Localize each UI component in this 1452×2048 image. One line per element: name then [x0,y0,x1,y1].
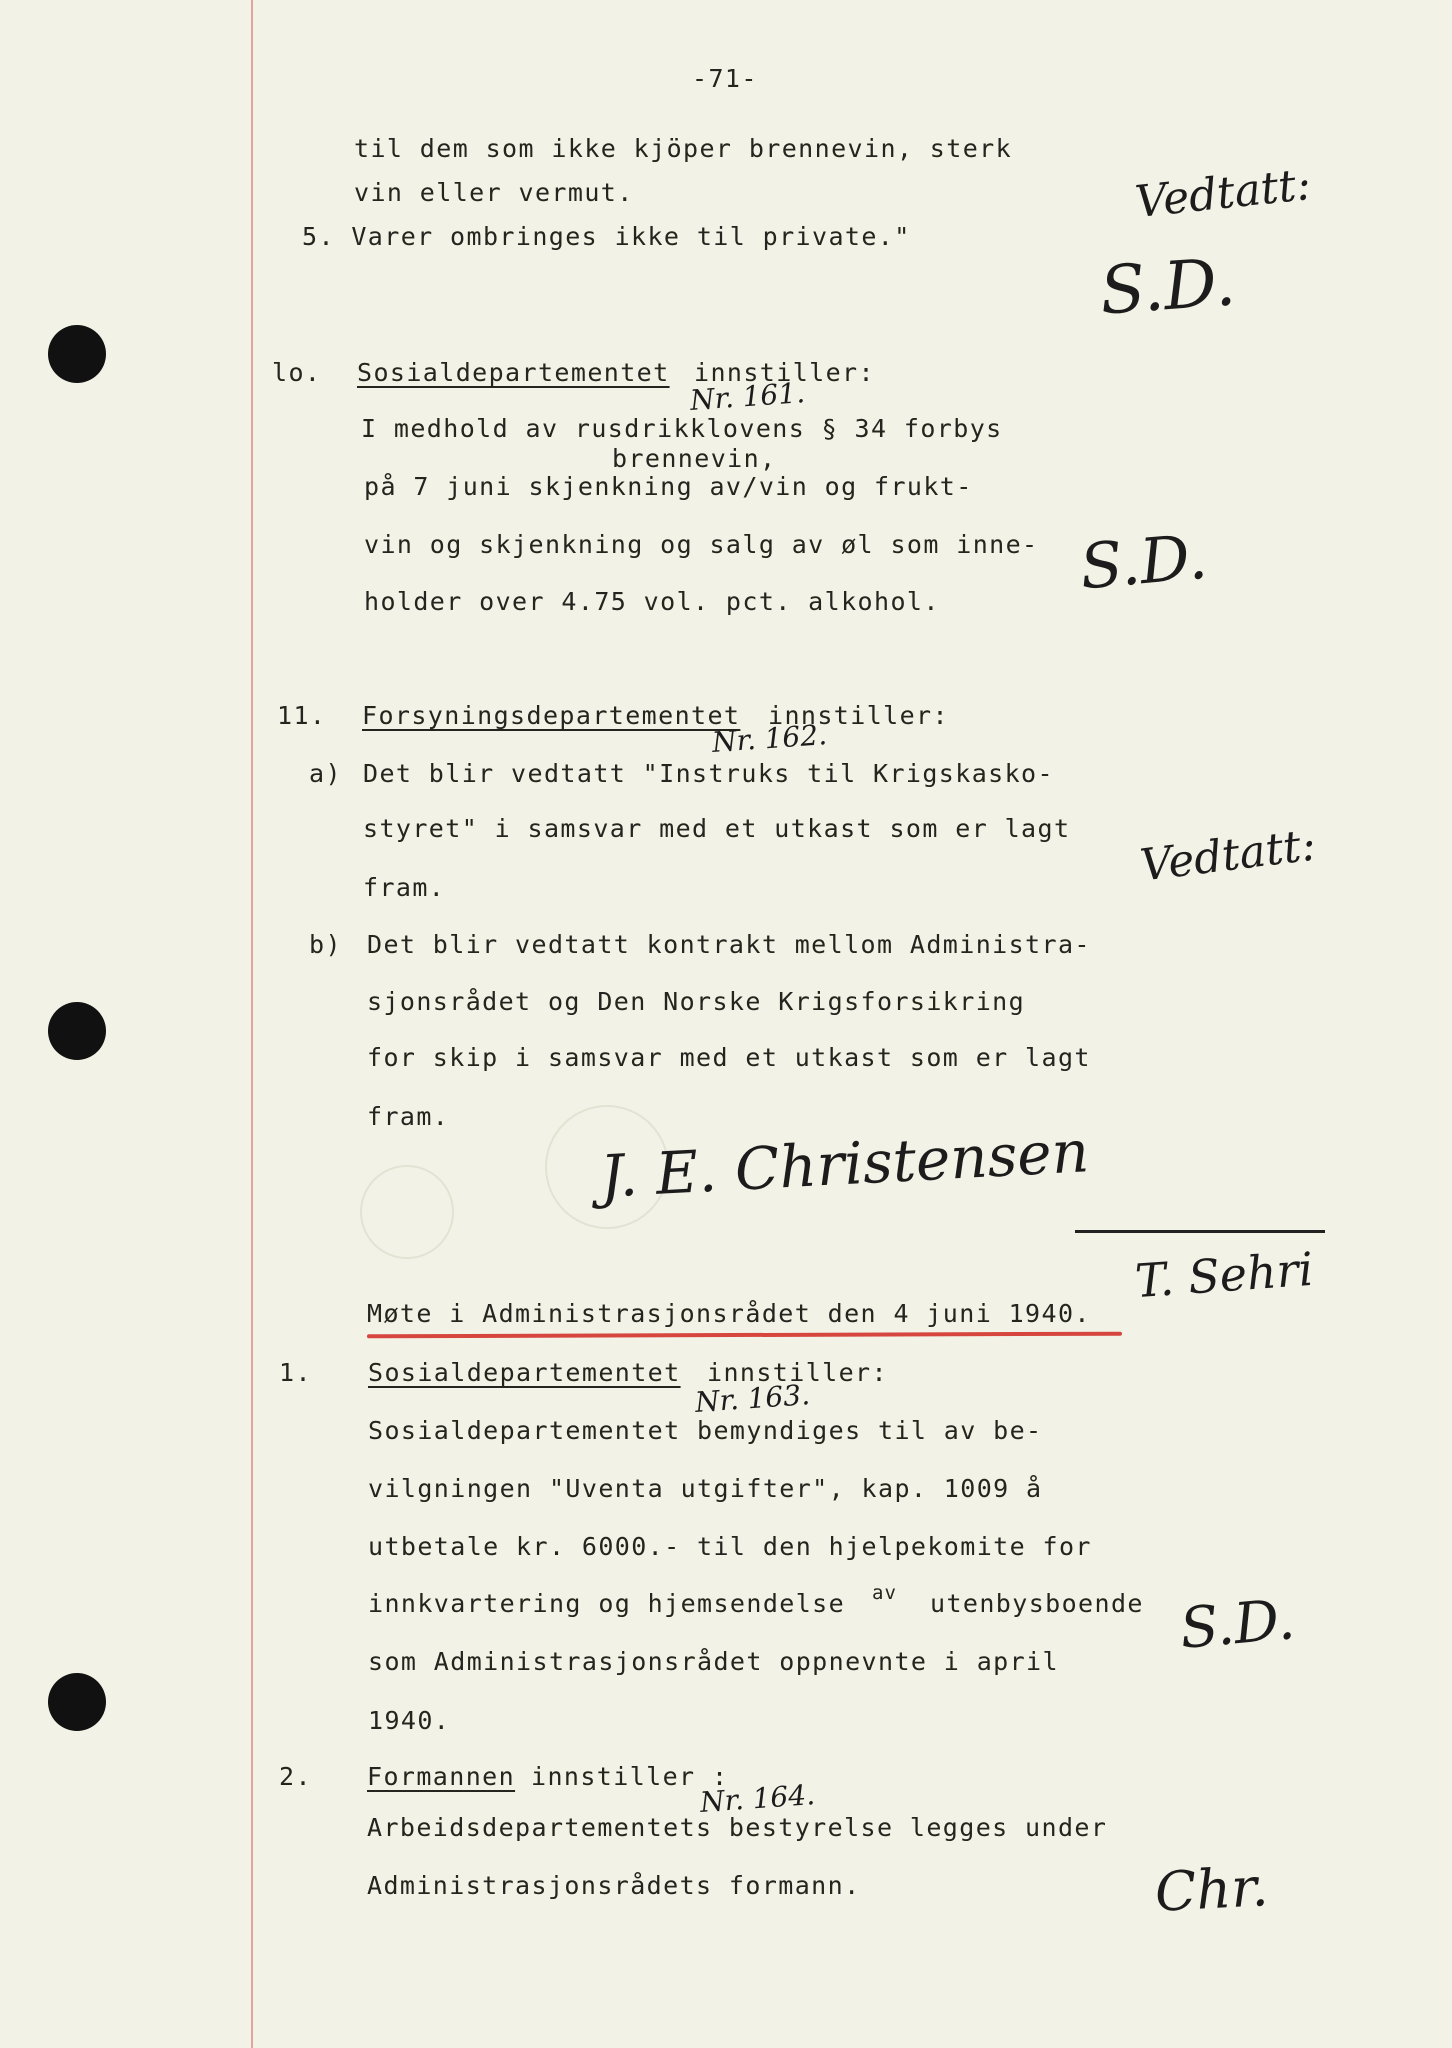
text-line: som Administrasjonsrådet oppnevnte i april [368,1647,1059,1676]
text-line: utenbysboende [930,1589,1144,1618]
text-line: Arbeidsdepartementets bestyrelse legges under [367,1813,1108,1842]
text-line: 1940. [368,1706,451,1735]
text-line: styret" i samsvar med et utkast som er lagt [363,814,1071,843]
text-line: Sosialdepartementet bemyndiges til av be- [368,1416,1043,1445]
faint-stamp [360,1165,454,1259]
handwritten-initials: Chr. [1153,1855,1270,1924]
text-line: fram. [363,873,446,902]
text-insertion: av [872,1582,897,1604]
text-line: 5. Varer ombringes ikke til private." [302,222,911,251]
text-line: innstiller: [694,358,875,387]
text-line: Det blir vedtatt kontrakt mellom Administra- [367,930,1091,959]
margin-line [251,0,253,2048]
text-line: Det blir vedtatt "Instruks til Krigskasko- [363,759,1054,788]
handwritten-initials: S.D. [1077,519,1211,604]
text-line: vin og skjenkning og salg av øl som inne- [364,530,1039,559]
red-underline [367,1332,1122,1339]
punch-hole [48,1002,106,1060]
text-line: sjonsrådet og Den Norske Krigsforsikring [367,987,1026,1016]
item-letter: b) [309,930,342,959]
handwritten-note: Vedtatt: [1132,158,1314,229]
department-heading: Formannen [367,1762,516,1791]
signature: J. E. Christensen [598,1117,1091,1211]
handwritten-note: Vedtatt: [1137,819,1319,892]
handwritten-number: Nr. 163. [693,1378,811,1419]
text-line: på 7 juni skjenkning av/vin og frukt- [364,472,973,501]
department-heading: Sosialdepartementet [368,1358,681,1387]
item-number: 1. [279,1358,312,1387]
text-line: holder over 4.75 vol. pct. alkohol. [364,587,940,616]
signature-rule [1075,1230,1325,1233]
text-line: til dem som ikke kjöper brennevin, sterk [354,134,1013,163]
text-line: utbetale kr. 6000.- til den hjelpekomite for [368,1532,1092,1561]
handwritten-number: Nr. 162. [710,718,828,759]
page-number: -71- [692,64,758,93]
meeting-heading: Møte i Administrasjonsrådet den 4 juni 1940. [367,1299,1091,1328]
text-line: innstiller: [768,701,949,730]
text-line: innstiller : [531,1762,729,1791]
item-number: lo. [272,358,322,387]
handwritten-number: Nr. 161. [688,376,806,417]
text-line: Administrasjonsrådets formann. [367,1871,861,1900]
text-line: vin eller vermut. [354,178,634,207]
text-line: innkvartering og hjemsendelse [368,1589,846,1618]
department-heading: Sosialdepartementet [357,358,670,387]
text-line: fram. [367,1102,450,1131]
punch-hole [48,1673,106,1731]
handwritten-number: Nr. 164. [698,1778,816,1819]
item-number: 2. [279,1762,312,1791]
punch-hole [48,325,106,383]
text-line: for skip i samsvar med et utkast som er lagt [367,1043,1091,1072]
text-line: I medhold av rusdrikklovens § 34 forbys [361,414,1003,443]
department-heading: Forsyningsdepartementet [362,701,741,730]
signature: T. Sehri [1133,1241,1315,1309]
item-number: 11. [277,701,327,730]
text-line: vilgningen "Uventa utgifter", kap. 1009 å [368,1474,1043,1503]
handwritten-initials: S.D. [1097,243,1238,330]
item-letter: a) [309,759,342,788]
handwritten-initials: S.D. [1177,1587,1298,1662]
text-insertion: brennevin, [612,444,777,473]
text-line: innstiller: [707,1358,888,1387]
